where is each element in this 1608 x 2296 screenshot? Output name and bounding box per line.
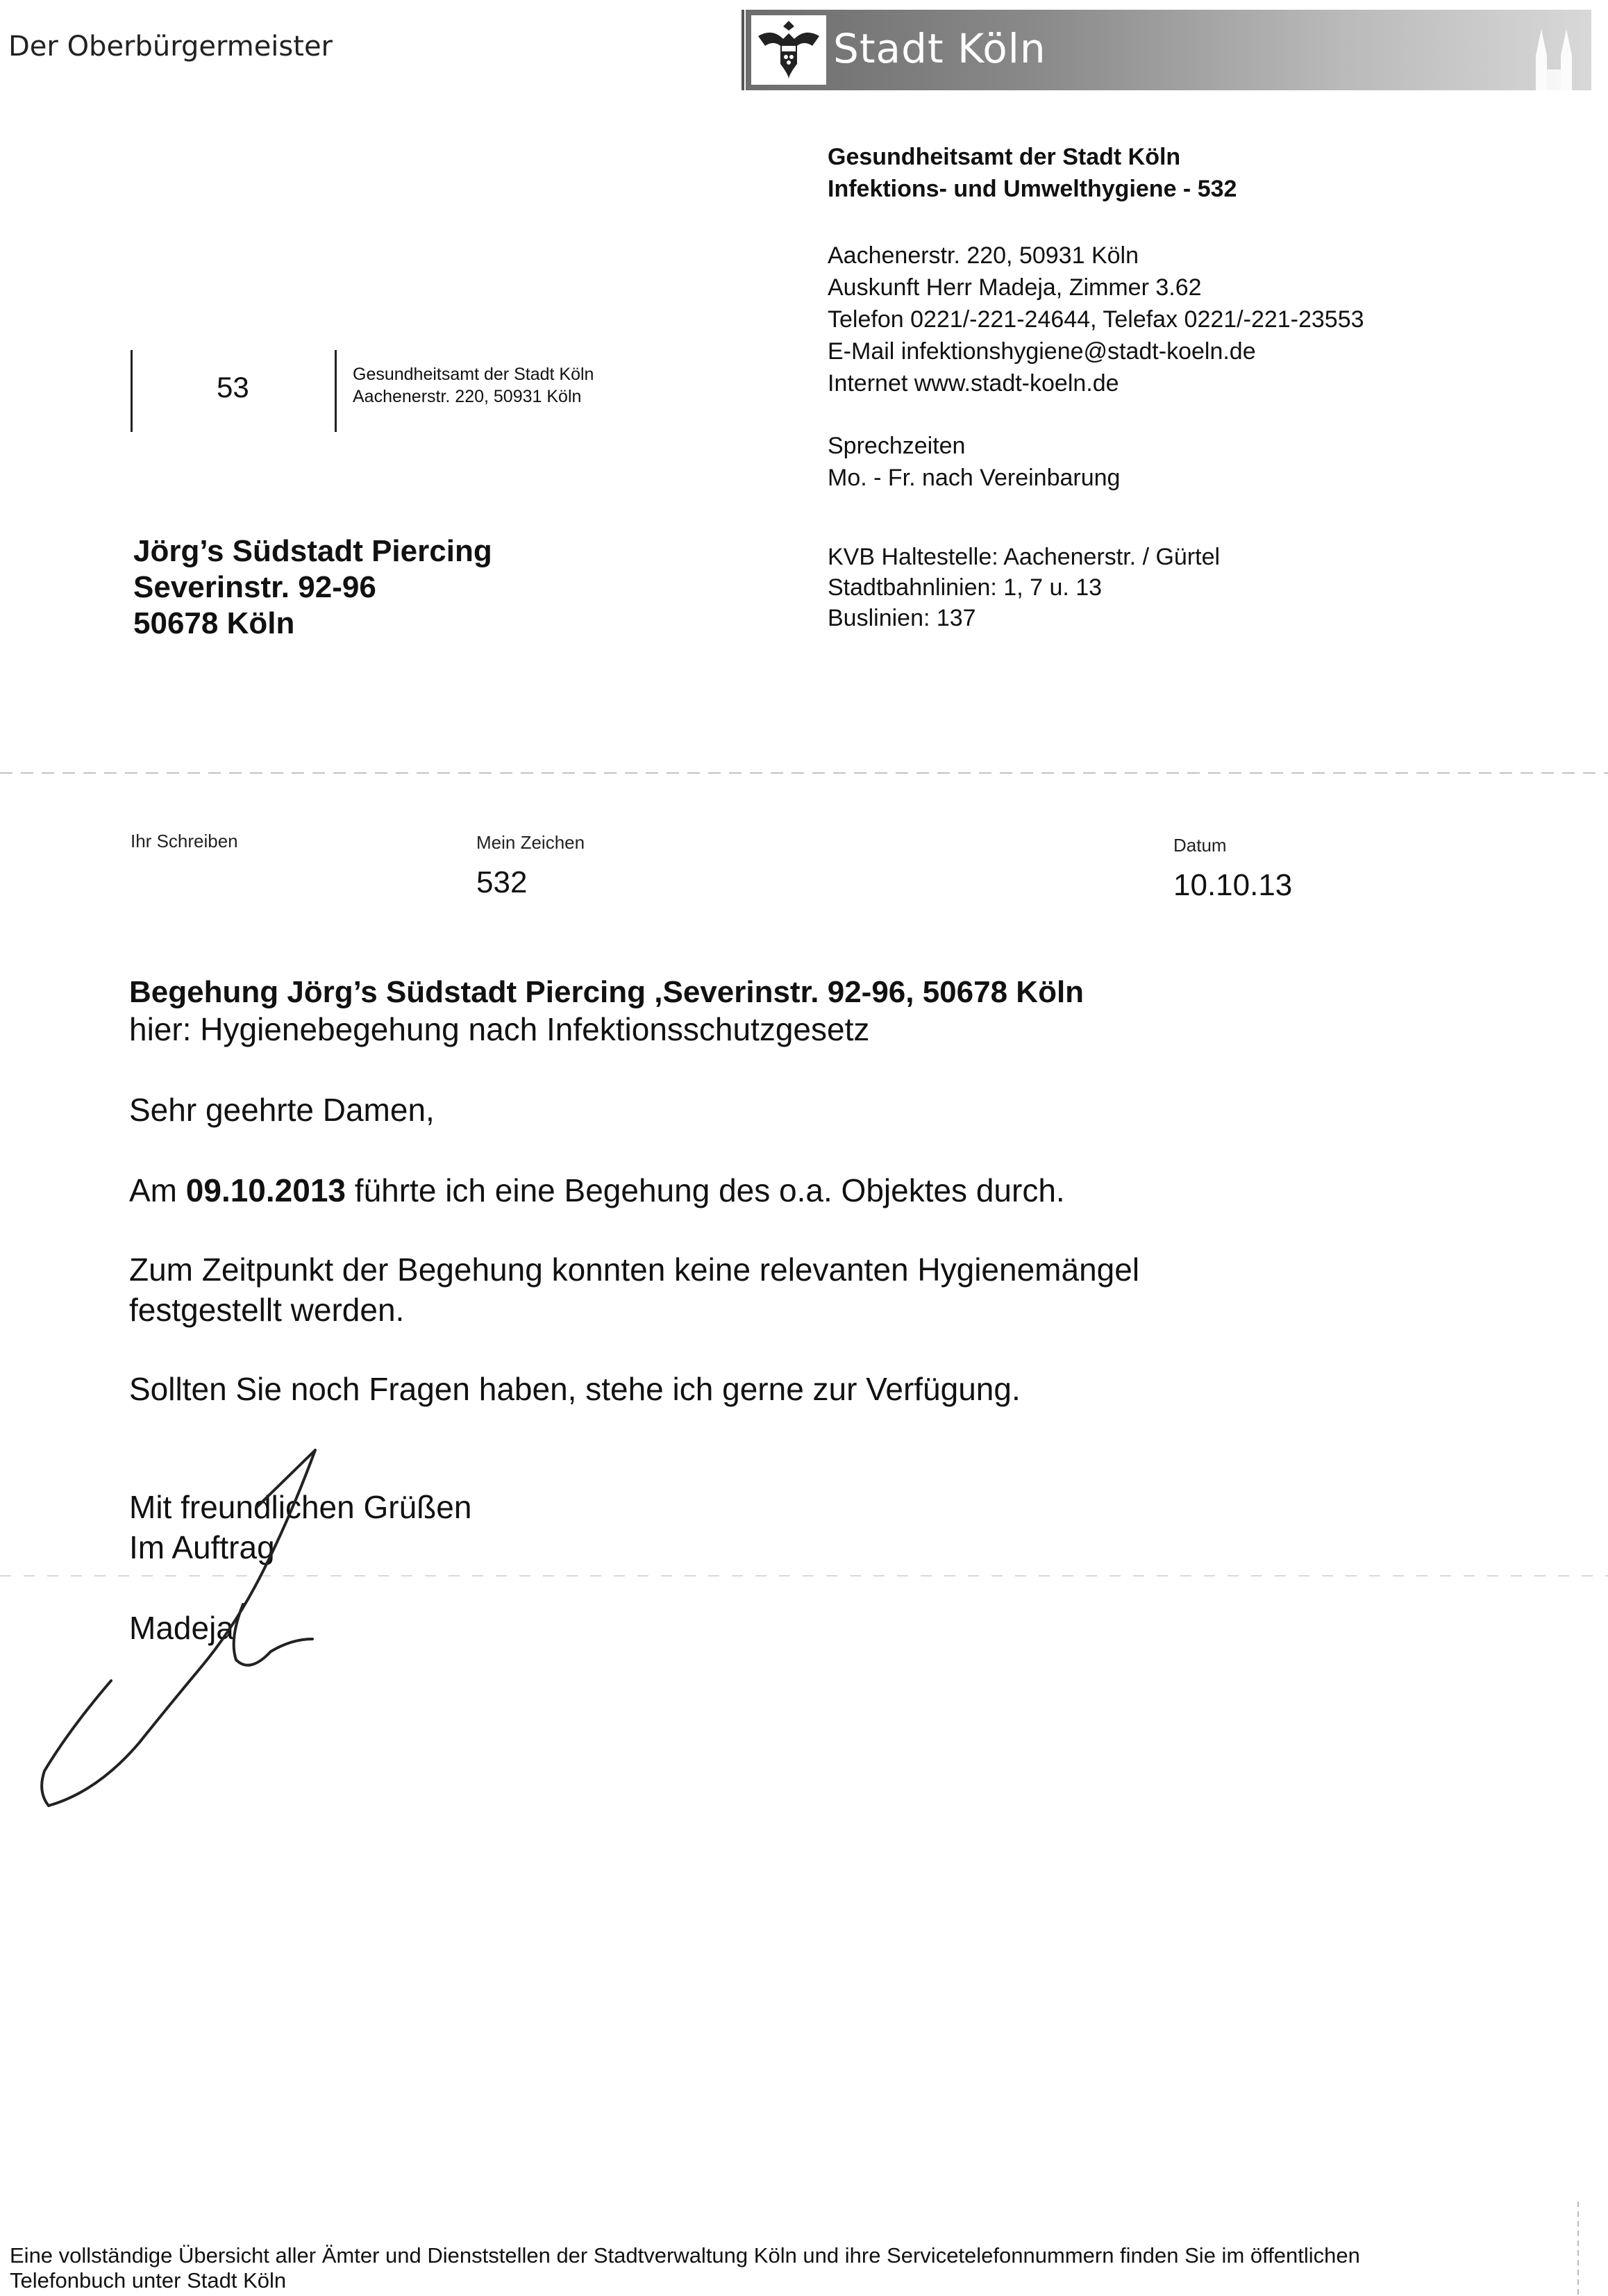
my-ref-value: 532 [476,865,528,899]
recipient-name: Jörg’s Südstadt Piercing [133,534,492,568]
fold-line [0,772,1608,774]
inspection-date: 09.10.2013 [185,1172,346,1208]
p1-prefix: Am [129,1172,186,1208]
closing-on-behalf: Im Auftrag [129,1529,275,1565]
p1-suffix: führte ich eine Begehung des o.a. Objektes durch. [346,1172,1065,1208]
office-department: Infektions- und Umwelthygiene - 532 [828,176,1237,202]
office-phone: Telefon 0221/-221-24644, Telefax 0221/-221-23553 [828,306,1364,333]
office-internet: Internet www.stadt-koeln.de [828,370,1119,397]
office-address: Aachenerstr. 220, 50931 Köln [828,242,1139,269]
paragraph-2-line-1: Zum Zeitpunkt der Begehung konnten keine relevanten Hygienemängel [129,1251,1140,1288]
office-contact: Auskunft Herr Madeja, Zimmer 3.62 [828,274,1202,301]
letter-subject: Begehung Jörg’s Südstadt Piercing ,Severinstr. 92-96, 50678 Köln [129,975,1084,1009]
paragraph-2-line-2: festgestellt werden. [129,1292,405,1328]
window-left-rule [131,350,133,432]
tram-lines: Stadtbahnlinien: 1, 7 u. 13 [828,574,1103,601]
department-code: 53 [217,371,249,404]
my-ref-label: Mein Zeichen [476,832,585,853]
issuer-title: Der Oberbürgermeister [8,31,333,63]
city-crest-icon [751,15,826,85]
transit-stop: KVB Haltestelle: Aachenerstr. / Gürtel [828,544,1221,570]
logo-divider [742,10,744,90]
closing-greeting: Mit freundlichen Grüßen [129,1489,472,1525]
handwritten-signature-icon [28,1431,319,1820]
window-mid-rule [335,350,337,432]
office-email: E-Mail infektionshygiene@stadt-koeln.de [828,338,1256,365]
office-hours-label: Sprechzeiten [828,433,966,459]
footer-edge-rule [1577,2202,1579,2296]
recipient-street: Severinstr. 92-96 [133,570,376,604]
date-label: Datum [1173,835,1227,856]
sender-line-2: Aachenerstr. 220, 50931 Köln [353,387,582,406]
office-name: Gesundheitsamt der Stadt Köln [828,144,1181,170]
letter-subject-sub: hier: Hygienebegehung nach Infektionsschutzgesetz [129,1011,870,1047]
logo-text: Stadt Köln [833,25,1046,72]
footer-line-2: Telefonbuch unter Stadt Köln [10,2268,287,2293]
paragraph-3: Sollten Sie noch Fragen haben, stehe ich gerne zur Verfügung. [129,1371,1021,1407]
cathedral-icon [1529,28,1584,92]
bus-lines: Buslinien: 137 [828,605,976,631]
sender-line-1: Gesundheitsamt der Stadt Köln [353,365,594,384]
footer-line-1: Eine vollständige Übersicht aller Ämter und Dienststellen der Stadtverwaltung Köln und ihre Servicetelefonnummern finden Sie im öffentlichen [10,2243,1360,2268]
recipient-city: 50678 Köln [133,606,295,640]
paragraph-1 [129,1171,1065,1210]
office-hours-value: Mo. - Fr. nach Vereinbarung [828,465,1121,491]
footer-note [10,2243,1360,2293]
salutation: Sehr geehrte Damen, [129,1092,435,1128]
your-letter-label: Ihr Schreiben [131,831,238,851]
date-value: 10.10.13 [1173,868,1293,902]
signer-name: Madeja [129,1610,234,1646]
